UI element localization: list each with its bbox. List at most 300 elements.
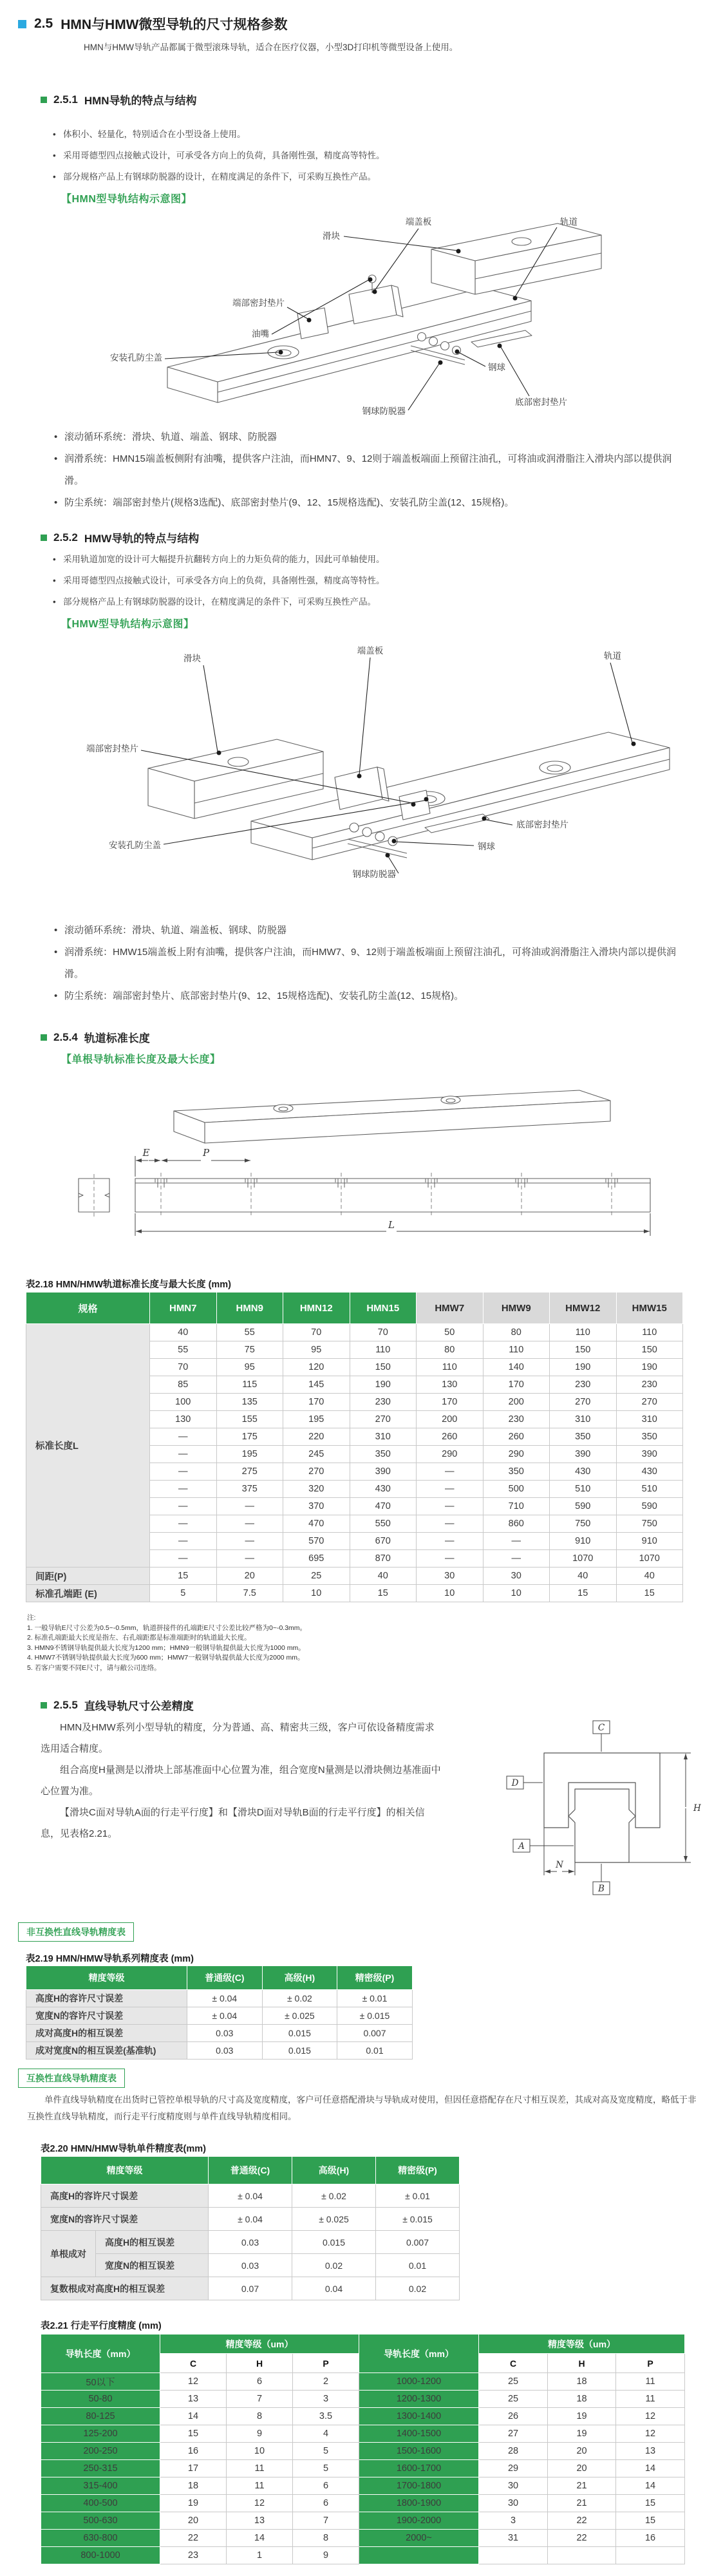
section-title: HMN与HMW微型导轨的尺寸规格参数 [61,17,288,32]
table-cell: 12 [160,2373,227,2391]
table-cell: 9 [293,2547,359,2564]
table-cell: 145 [283,1376,350,1394]
table-cell: 270 [283,1463,350,1481]
table-cell: 510 [616,1481,683,1498]
table-cell: 200-250 [41,2443,160,2460]
table-cell: 260 [483,1428,550,1446]
table-cell: 20 [548,2460,616,2477]
table-cell: ± 0.015 [376,2208,460,2231]
table-cell: 精度等级（um） [160,2334,359,2354]
hmn-label-bottom-seal: 底部密封垫片 [515,397,567,407]
table-cell: 75 [216,1341,283,1359]
table-cell: 170 [417,1394,484,1411]
table-row [41,2408,685,2425]
table-cell: 110 [417,1359,484,1376]
table-cell: 800-1000 [41,2547,160,2564]
table-row [26,1324,683,1341]
table-cell: 750 [550,1515,617,1533]
table-cell: 40 [350,1567,417,1585]
table-cell: 910 [616,1533,683,1550]
list-item: • 滚动循环系统：滑块、轨道、端盖板、钢球、防脱器 [53,920,690,942]
table-cell: HMN9 [216,1293,283,1324]
table-cell: 95 [216,1359,283,1376]
subsection-number: 2.5.5 [53,1698,78,1711]
table-cell: 130 [150,1411,217,1428]
table-cell: 1070 [550,1550,617,1567]
table-cell: 0.02 [376,2277,460,2300]
table-cell: ± 0.04 [209,2184,292,2208]
table-cell: 15 [150,1567,217,1585]
table-cell: 12 [616,2408,685,2425]
note-line: 1. 一般导轨E尺寸公差为0.5~-0.5mm，轨道拼接件的孔端距E尺寸公差比较严格为0~-0.3mm。 [27,1624,307,1632]
table-cell: 高级(H) [292,2157,376,2184]
green-square-bullet-icon [41,97,47,103]
table-cell: 80 [417,1341,484,1359]
table-cell: 20 [160,2512,227,2530]
table-cell: 19 [160,2495,227,2512]
table-cell: 0.015 [262,2042,337,2060]
table-cell: 430 [616,1463,683,1481]
table-cell: ± 0.04 [209,2208,292,2231]
table-cell: 12 [227,2495,293,2512]
table-cell: 80 [483,1324,550,1341]
table-row [41,2254,460,2277]
table-cell: 350 [550,1428,617,1446]
table-cell: 470 [350,1498,417,1515]
table-row [41,2184,460,2208]
table-cell: 3 [293,2391,359,2408]
table-cell: 55 [216,1324,283,1341]
table-row [41,2391,685,2408]
table-cell: 220 [283,1428,350,1446]
table-cell: 规格 [26,1293,150,1324]
table-cell: 8 [293,2530,359,2547]
table-cell: 19 [548,2408,616,2425]
table-cell: 275 [216,1463,283,1481]
table-cell: 200 [417,1411,484,1428]
table-cell: 15 [550,1585,617,1602]
table-cell: 710 [483,1498,550,1515]
dim-label-p: P [202,1147,210,1159]
table-row [26,1585,683,1602]
hmw-label-steel-ball: 钢球 [478,842,495,851]
table-cell: — [216,1533,283,1550]
table-cell: 1400-1500 [359,2425,479,2443]
table-cell: 140 [483,1359,550,1376]
hmn-label-slider: 滑块 [323,231,340,241]
subsection-number: 2.5.2 [53,531,78,544]
hmw-label-rail: 轨道 [604,651,621,661]
table-cell: 260 [417,1428,484,1446]
table-cell: 15 [616,2512,685,2530]
table-cell [479,2547,548,2564]
table-cell: 1900-2000 [359,2512,479,2530]
table-cell: 500-630 [41,2512,160,2530]
table-cell: H [227,2354,293,2373]
table-cell [616,2547,685,2564]
table-cell: 高级(H) [262,1966,337,1990]
table-cell: 290 [483,1446,550,1463]
table-cell: 195 [216,1446,283,1463]
table-cell: 18 [548,2373,616,2391]
table-cell: 7 [227,2391,293,2408]
table-cell: 30 [483,1567,550,1585]
list-item: • 防尘系统：端部密封垫片、底部密封垫片(9、12、15规格选配)、安装孔防尘盖(12、15规格)。 [53,985,690,1007]
table-cell: P [616,2354,685,2373]
table-cell: 55 [150,1341,217,1359]
datum-label-c: C [597,1723,605,1733]
table-cell: 70 [283,1324,350,1341]
table-cell: 25 [479,2391,548,2408]
table-cell: 370 [283,1498,350,1515]
table-cell: 630-800 [41,2530,160,2547]
table-cell: 宽度N的容许尺寸误差 [41,2208,209,2231]
list-item: • 采用哥德型四点接触式设计，可承受各方向上的负荷，具备刚性强，精度高等特性。 [53,145,385,166]
table-cell: — [150,1463,217,1481]
hmn-label-hole-cover: 安装孔防尘盖 [110,353,162,363]
hmw-label-endcap: 端盖板 [357,646,384,656]
table-cell: 0.04 [292,2277,376,2300]
table-cell: 910 [550,1533,617,1550]
table-cell: 高度H的容许尺寸误差 [26,1990,187,2007]
table-cell: HMN7 [150,1293,217,1324]
table-cell: HMW12 [550,1293,617,1324]
table-cell: 精度等级 [26,1966,187,1990]
table-cell: ± 0.01 [376,2184,460,2208]
table-2-20 [41,2156,460,2300]
table-cell: 110 [550,1324,617,1341]
table-cell: 95 [283,1341,350,1359]
hmn-label-rail: 轨道 [560,217,577,227]
table-cell: — [150,1515,217,1533]
list-item: • 滚动循环系统：滑块、轨道、端盖、钢球、防脱器 [53,426,690,448]
table-cell: 22 [160,2530,227,2547]
table-cell: 0.015 [262,2025,337,2042]
dim-label-h: H [693,1803,701,1814]
table-cell: 0.01 [337,2042,413,2060]
table-cell: 间距(P) [26,1567,150,1585]
table-cell [359,2547,479,2564]
subsection-number: 2.5.1 [53,93,78,106]
table-cell: — [483,1533,550,1550]
hmw-system-list [53,920,690,1007]
rail-length-figure-label: 【单根导轨标准长度及最大长度】 [61,1054,221,1065]
note-line: 4. HMW7不锈钢导轨提供最大长度为600 mm；HMW7一般钢导轨提供最大长度为2000 mm。 [27,1654,305,1662]
table-cell: HMW9 [483,1293,550,1324]
table-cell: 20 [548,2443,616,2460]
table-cell: 310 [616,1411,683,1428]
table-cell: 695 [283,1550,350,1567]
table-cell: 14 [227,2530,293,2547]
table-cell: 375 [216,1481,283,1498]
table-cell: 320 [283,1481,350,1498]
hmw-feature-list [53,549,385,612]
table-cell: 11 [616,2373,685,2391]
subsection-title: HMN导轨的特点与结构 [84,95,197,107]
table-cell: 0.03 [187,2025,263,2042]
note-line: 2. 标准孔端距最大长度是指左、右孔端距都是标准端距时的轨道最大长度。 [27,1634,251,1642]
subsection-title: 直线导轨尺寸公差精度 [84,1700,194,1712]
table-cell: 130 [417,1376,484,1394]
table-row [26,1990,413,2007]
hmn-label-steel-ball: 钢球 [488,363,505,372]
table-cell: 350 [350,1446,417,1463]
table-cell: C [160,2354,227,2373]
table-row [41,2477,685,2495]
hmw-structure-diagram [64,634,682,886]
table-cell: 21 [548,2477,616,2495]
green-square-bullet-icon [41,535,47,541]
table-cell: 310 [350,1428,417,1446]
table-cell: 230 [350,1394,417,1411]
table-cell: 0.07 [209,2277,292,2300]
table-cell: 670 [350,1533,417,1550]
section-2-5-5-header [41,1697,194,1713]
table-row [26,2042,413,2060]
subsection-number: 2.5.4 [53,1030,78,1043]
table-cell: — [417,1533,484,1550]
table-cell: 30 [479,2477,548,2495]
table-cell: 高度H的相互误差 [96,2231,209,2254]
table-cell: — [483,1550,550,1567]
table-cell: 10 [227,2443,293,2460]
table-row [41,2231,460,2254]
dim-label-l: L [388,1219,395,1231]
hmn-label-oil-nipple: 油嘴 [252,329,269,339]
table-cell: 125-200 [41,2425,160,2443]
table-cell: 1 [227,2547,293,2564]
table-cell: 100 [150,1394,217,1411]
table-cell: 860 [483,1515,550,1533]
datum-label-d: D [511,1778,519,1788]
table-cell: — [150,1498,217,1515]
table-cell: 4 [293,2425,359,2443]
table-cell: 5 [150,1585,217,1602]
green-square-bullet-icon [41,1034,47,1041]
table-cell: 28 [479,2443,548,2460]
table-cell: 390 [616,1446,683,1463]
table-cell: 29 [479,2460,548,2477]
table-cell: 25 [283,1567,350,1585]
table-cell: 导轨长度（mm） [359,2334,479,2373]
table-cell: 标准长度L [26,1324,150,1567]
table-cell: 22 [548,2512,616,2530]
table-cell: 19 [548,2425,616,2443]
section-2-5-1-header [41,91,197,108]
table-cell: 6 [293,2495,359,2512]
table-cell: 470 [283,1515,350,1533]
table-cell: 135 [216,1394,283,1411]
table-cell: 5 [293,2460,359,2477]
table-cell: — [417,1463,484,1481]
datum-cross-section-diagram [499,1713,711,1906]
table-cell: 精密级(P) [376,2157,460,2184]
table-cell: 50以下 [41,2373,160,2391]
table-header-row [41,2334,685,2354]
table-cell: HMN12 [283,1293,350,1324]
table-row [26,1567,683,1585]
table-cell: 成对宽度N的相互误差(基准轨) [26,2042,187,2060]
table-cell: ± 0.01 [337,1990,413,2007]
datum-label-a: A [518,1841,525,1852]
table-cell: 590 [616,1498,683,1515]
table-cell: 精密级(P) [337,1966,413,1990]
section-2-5-header [18,14,288,33]
section-2-5-2-header [41,529,199,545]
table-row [41,2373,685,2391]
table-cell: ± 0.04 [187,2007,263,2025]
table-cell: — [417,1515,484,1533]
table-cell: ± 0.015 [337,2007,413,2025]
table-cell: 0.03 [209,2231,292,2254]
table-cell: HMW15 [616,1293,683,1324]
table-2-21-title: 表2.21 行走平行度精度 (mm) [41,2321,162,2331]
table-cell: 115 [216,1376,283,1394]
table-cell: 390 [350,1463,417,1481]
hmw-label-bottom-seal: 底部密封垫片 [516,820,568,829]
table-2-19-title: 表2.19 HMN/HMW导轨系列精度表 (mm) [26,1954,194,1964]
note-line: 5. 若客户需要不同E尺寸，请与敝公司连络。 [27,1663,161,1672]
table-cell: — [216,1515,283,1533]
table-2-18 [26,1292,683,1602]
interchangeable-box-label: 互换性直线导轨精度表 [18,2069,125,2088]
table-cell: 15 [160,2425,227,2443]
table-cell: 270 [616,1394,683,1411]
table-cell: — [417,1550,484,1567]
table-row [41,2425,685,2443]
hmn-label-endcap: 端盖板 [405,217,432,227]
table-cell: 20 [216,1567,283,1585]
table-cell: 27 [479,2425,548,2443]
table-cell: 150 [550,1341,617,1359]
hmn-figure-label: 【HMN型导轨结构示意图】 [61,194,192,205]
list-item: • 润滑系统：HMN15端盖板侧附有油嘴，提供客户注油，而HMN7、9、12则于端盖板端面上预留注油孔，可将油或润滑脂注入滑块内部以提供润滑。 [53,448,690,492]
table-cell: 150 [616,1341,683,1359]
hmw-label-hole-cover: 安装孔防尘盖 [109,840,161,850]
table-row [41,2495,685,2512]
table-2-18-notes [27,1613,697,1673]
table-cell: 26 [479,2408,548,2425]
table-2-19 [26,1965,413,2060]
table-cell: 500 [483,1481,550,1498]
table-cell: 15 [350,1585,417,1602]
table-cell: 110 [483,1341,550,1359]
table-cell: 12 [616,2425,685,2443]
table-2-18-title: 表2.18 HMN/HMW轨道标准长度与最大长度 (mm) [26,1280,232,1290]
list-item: • 采用轨道加宽的设计可大幅提升抗翻转方向上的力矩负荷的能力，因此可单轴使用。 [53,549,385,570]
table-cell: 150 [350,1359,417,1376]
dim-label-e: E [142,1147,150,1159]
subsection-title: 轨道标准长度 [84,1032,150,1045]
table-cell: 0.007 [376,2231,460,2254]
table-cell: 导轨长度（mm） [41,2334,160,2373]
table-cell: — [150,1446,217,1463]
hmw-label-endseal: 端部密封垫片 [86,744,138,753]
list-item: • 润滑系统：HMW15端盖板上附有油嘴，提供客户注油，而HMW7、9、12则于端盖板端面上预留注油孔，可将油或润滑脂注入滑块内部以提供润滑。 [53,942,690,985]
table-cell: 110 [616,1324,683,1341]
table-cell: 230 [616,1376,683,1394]
table-cell: C [479,2354,548,2373]
table-cell: 宽度N的容许尺寸误差 [26,2007,187,2025]
table-cell: 430 [350,1481,417,1498]
table-cell: 350 [483,1463,550,1481]
table-cell: 195 [283,1411,350,1428]
table-cell: — [150,1533,217,1550]
table-cell: ± 0.02 [292,2184,376,2208]
table-cell: 9 [227,2425,293,2443]
table-cell: 510 [550,1481,617,1498]
rail-length-dimension-drawing [39,1072,682,1265]
table-cell: ± 0.025 [292,2208,376,2231]
table-cell: 50 [417,1324,484,1341]
table-cell: 1200-1300 [359,2391,479,2408]
table-cell: 30 [417,1567,484,1585]
table-cell: 120 [283,1359,350,1376]
table-cell: 870 [350,1550,417,1567]
table-cell: 1700-1800 [359,2477,479,2495]
table-cell: 390 [550,1446,617,1463]
table-cell: 2 [293,2373,359,2391]
list-item: • 采用哥德型四点接触式设计，可承受各方向上的负荷，具备刚性强，精度高等特性。 [53,570,385,591]
table-cell: 400-500 [41,2495,160,2512]
table-cell: 11 [616,2391,685,2408]
table-cell: ± 0.025 [262,2007,337,2025]
table-header-row [26,1293,683,1324]
table-cell: 350 [616,1428,683,1446]
table-row [26,2025,413,2042]
table-cell: 精度等级（um） [479,2334,685,2354]
table-cell: 18 [160,2477,227,2495]
table-cell: 0.007 [337,2025,413,2042]
table-cell: 0.01 [376,2254,460,2277]
table-cell: 14 [160,2408,227,2425]
paragraph: HMN及HMW系列小型导轨的精度，分为普通、高、精密共三级，客户可依设备精度需求选用适合精度。 [41,1722,435,1754]
table-row [41,2208,460,2231]
table-cell: 13 [616,2443,685,2460]
list-item: • 防尘系统：端部密封垫片(规格3选配)、底部密封垫片(9、12、15规格选配)、安装孔防尘盖(12、15规格)。 [53,492,690,514]
table-cell: 110 [350,1341,417,1359]
table-cell: ± 0.02 [262,1990,337,2007]
table-cell: 10 [417,1585,484,1602]
table-cell: 15 [616,2495,685,2512]
table-cell: 21 [548,2495,616,2512]
table-cell: 1600-1700 [359,2460,479,2477]
table-cell: 190 [550,1359,617,1376]
table-row [41,2277,460,2300]
paragraph: 组合高度H量测是以滑块上部基准面中心位置为准，组合宽度N量测是以滑块侧边基准面中心位置为准。 [41,1765,441,1797]
table-cell: 16 [616,2530,685,2547]
dim-label-n: N [556,1860,563,1870]
table-cell: 155 [216,1411,283,1428]
table-cell: 14 [616,2477,685,2495]
section-2-5-4-header [41,1029,150,1045]
hmn-label-endseal: 端部密封垫片 [232,298,285,308]
table-cell: 0.03 [187,2042,263,2060]
table-row [41,2547,685,2564]
table-cell: 570 [283,1533,350,1550]
table-cell: 170 [483,1376,550,1394]
table-cell [548,2547,616,2564]
table-cell: 31 [479,2530,548,2547]
table-cell: — [417,1481,484,1498]
table-cell: HMW7 [417,1293,484,1324]
table-cell: — [216,1498,283,1515]
table-cell: 8 [227,2408,293,2425]
table-cell: 普通级(C) [187,1966,263,1990]
table-cell: 5 [293,2443,359,2460]
table-cell: 1800-1900 [359,2495,479,2512]
hmn-system-list [53,426,690,514]
